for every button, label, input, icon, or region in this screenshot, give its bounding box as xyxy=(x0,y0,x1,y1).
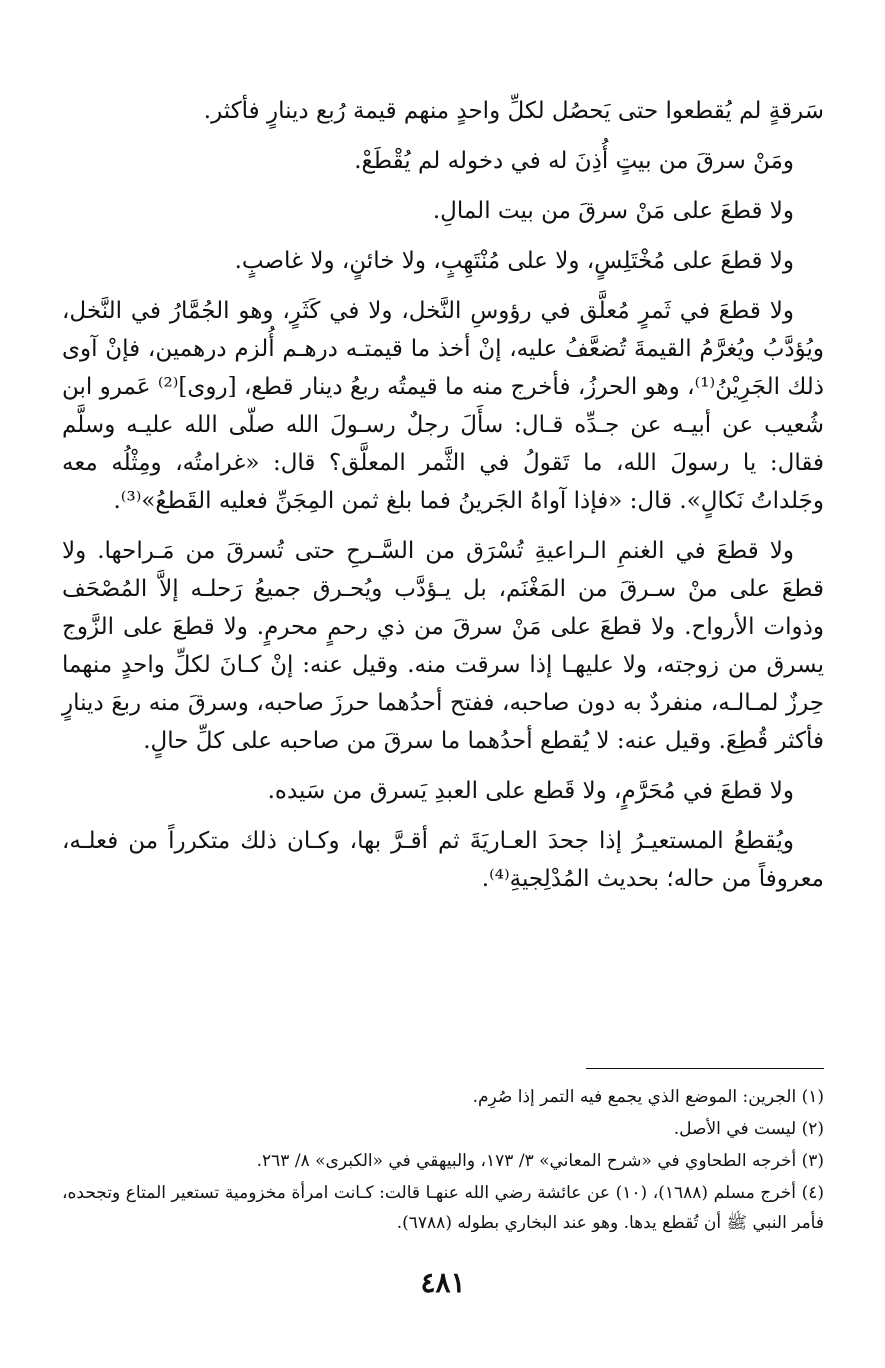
paragraph-embezzlement: ولا قطعَ على مُخْتَلِسٍ، ولا على مُنْتَهِبٍ، ولا خائنٍ، ولا غاصبٍ. xyxy=(234,248,794,274)
paragraph-fruit: ولا قطعَ في ثَمرٍ مُعلَّق في رؤوسِ النَّخل، ولا في كَثَرٍ، وهو الجُمَّارُ في النَّخل، ويُؤدَّبُ ويُغرَّمُ القيمةَ تُضعَّفُ عليه، إنْ أخذ ما قيمتـه درهـم أُلزم درهمين، فإنْ آوى ذلك الجَرِيْنُ⁽¹⁾، وهو الحرزُ، فأخرج منه ما قيمتُه ربعُ دينار قطع، [روى]⁽²⁾ عَمرو ابن شُعيب عن أبيـه عن جـدِّه قـال: سأَلَ رجلٌ رسـولَ الله صلّى الله عليـه وسلَّم فقال: يا رسولَ الله، ما تَقولُ في الثَّمر المعلَّق؟ قال: «غرامتُه، ومِثْلُه معه وجَلداتُ نَكالٍ». قال: «فإذا آواهُ الجَرينُ فما بلغ ثمن المِجَنِّ فعليه القَطعُ»⁽³⁾. xyxy=(62,298,824,514)
page-number: ٤٨١ xyxy=(420,1266,466,1299)
footnote-3: (٣) أخرجه الطحاوي في «شرح المعاني» ٣/ ١٧٣، والبيهقي في «الكبرى» ٨/ ٢٦٣. xyxy=(256,1151,824,1171)
footnote-4: (٤) أخرج مسلم (١٦٨٨)، (١٠) عن عائشة رضي الله عنهـا قالت: كـانت امرأة مخزومية تستعير المتاع وتجحده، فأمر النبي ﷺ أن تُقطع يدها. وهو عند البخاري بطوله (٦٧٨٨). xyxy=(62,1183,824,1233)
paragraph-livestock-spoils: ولا قطعَ في الغنمِ الـراعيةِ تُسْرَق من السَّـرحِ حتى تُسرقَ من مَـراحها. ولا قطعَ على منْ سـرقَ من المَغْنَم، بل يـؤدَّب ويُحـرق جميعُ رَحلـه إلاَّ المُصْحَف وذوات الأرواح. ولا قطعَ على مَنْ سرقَ من ذي رحمٍ محرمٍ. ولا قطعَ على الزَّوج يسرق من زوجته، ولا عليهـا إذا سرقت منه. وقيل عنه: إنْ كـانَ لكلِّ واحدٍ منهما حِرزٌ لمـالـه، منفردٌ به دون صاحبه، ففتح أحدُهما حرزَ صاحبه، وسرقَ منه ربعَ دينارٍ فأكثر قُطِعَ. وقيل عنه: لا يُقطع أحدُهما ما سرقَ من صاحبه على كلِّ حالٍ. xyxy=(62,538,824,754)
paragraph-forbidden-slave: ولا قطعَ في مُحَرَّمٍ، ولا قَطع على العبدِ يَسرق من سَيده. xyxy=(267,778,794,804)
footnotes xyxy=(62,1082,824,1240)
paragraph-borrower: ويُقطعُ المستعيـرُ إذا جحدَ العـاريَةَ ثم أقـرَّ بها، وكـان ذلك متكرراً من فعلـه، معروفاً من حاله؛ بحديث المُدْلِجيةِ⁽⁴⁾. xyxy=(62,828,824,892)
paragraph-continuation: سَرقةٍ لم يُقطعوا حتى يَحصُل لكلِّ واحدٍ منهم قيمة رُبع دينارٍ فأكثر. xyxy=(203,98,824,124)
paragraph-house-theft: ومَنْ سرقَ من بيتٍ أُذِنَ له في دخوله لم يُقْطَعْ. xyxy=(354,148,794,174)
footnote-1: (١) الجرين: الموضع الذي يجمع فيه التمر إذا صُرِم. xyxy=(472,1087,824,1107)
paragraph-treasury-theft: ولا قطعَ على مَنْ سرقَ من بيت المالِ. xyxy=(432,198,794,224)
footnote-separator xyxy=(586,1068,824,1069)
book-page xyxy=(62,92,824,1299)
footnote-2: (٢) ليست في الأصل. xyxy=(673,1119,824,1139)
